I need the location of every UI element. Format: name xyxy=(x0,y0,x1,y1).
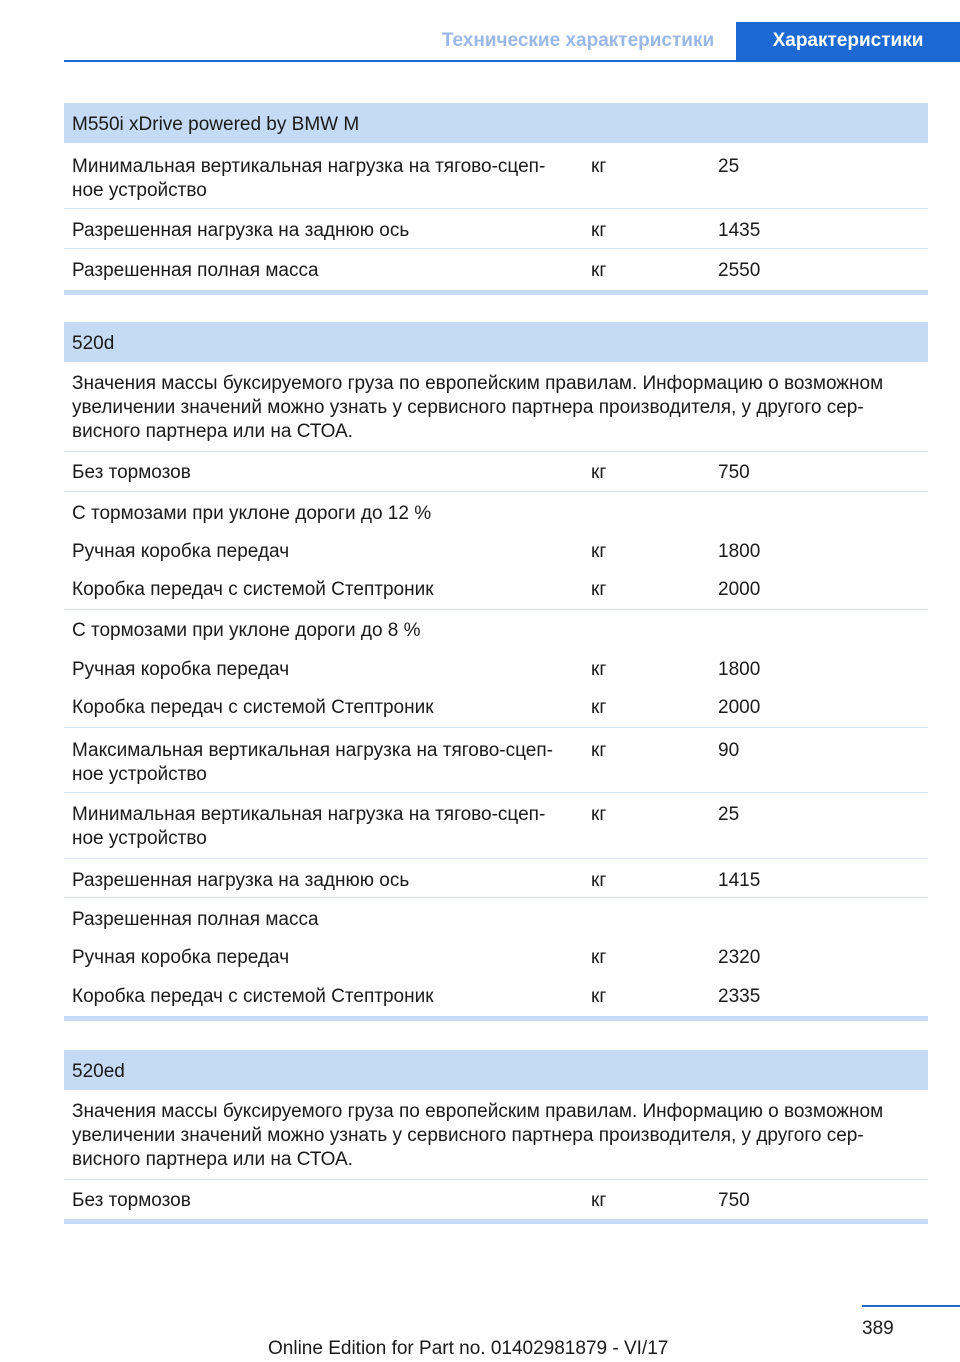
table-row xyxy=(64,249,928,290)
row-label: Ручная коробка передач xyxy=(72,541,290,562)
row-label: Минимальная вертикальная нагрузка на тягово-сцеп-ное устройство xyxy=(72,156,546,201)
row-unit: кг xyxy=(591,740,607,761)
table-note-row xyxy=(64,362,928,452)
table-subheader-row xyxy=(64,492,928,531)
table-subheader-row xyxy=(64,610,928,649)
row-value: 750 xyxy=(718,1190,750,1211)
table-title: 520d xyxy=(64,322,928,362)
spec-table-520ed xyxy=(64,1050,928,1224)
row-label: Ручная коробка передач xyxy=(72,659,290,680)
row-value: 2000 xyxy=(718,697,761,718)
table-row xyxy=(64,452,928,492)
edition-note: Online Edition for Part no. 01402981879 - VI/17 xyxy=(268,1338,669,1359)
row-label: С тормозами при уклоне дороги до 12 % xyxy=(72,503,432,524)
table-bottom-rule xyxy=(64,1016,928,1021)
row-value: 2550 xyxy=(718,260,761,281)
row-label: Без тормозов xyxy=(72,462,191,483)
header-rule xyxy=(64,60,960,62)
row-label: Разрешенная полная масса xyxy=(72,260,319,281)
row-unit: кг xyxy=(591,579,607,600)
row-label: Ручная коробка передач xyxy=(72,947,290,968)
table-row xyxy=(64,143,928,209)
row-unit: кг xyxy=(591,260,607,281)
table-row xyxy=(64,209,928,249)
row-value: 1435 xyxy=(718,220,761,241)
row-label: Разрешенная нагрузка на заднюю ось xyxy=(72,870,410,891)
row-value: 25 xyxy=(718,156,740,177)
table-note-row xyxy=(64,1090,928,1180)
table-row xyxy=(64,531,928,570)
page-number: 389 xyxy=(862,1318,894,1339)
row-value: 750 xyxy=(718,462,750,483)
table-row xyxy=(64,937,928,976)
row-value: 2335 xyxy=(718,986,761,1007)
row-unit: кг xyxy=(591,947,607,968)
row-value: 2000 xyxy=(718,579,761,600)
table-bottom-rule xyxy=(64,290,928,295)
row-unit: кг xyxy=(591,462,607,483)
row-label: Коробка передач с системой Стептроник xyxy=(72,579,434,600)
row-unit: кг xyxy=(591,804,607,825)
row-label: Без тормозов xyxy=(72,1190,191,1211)
row-unit: кг xyxy=(591,541,607,562)
header-chapter-tab: Характеристики xyxy=(736,22,960,60)
header-section-title: Технические характеристики xyxy=(441,30,715,51)
row-value: 25 xyxy=(718,804,740,825)
table-title: 520ed xyxy=(64,1050,928,1090)
table-row xyxy=(64,688,928,728)
row-unit: кг xyxy=(591,156,607,177)
table-row xyxy=(64,1180,928,1219)
row-label: Разрешенная полная масса xyxy=(72,909,319,930)
row-unit: кг xyxy=(591,220,607,241)
table-row xyxy=(64,859,928,898)
table-note: Значения массы буксируемого груза по европейским правилам. Информацию о возможном увеличении значений можно узнать у сервисного партнера производителя, у другого сер-висного партнера или на СТОА. xyxy=(72,373,884,442)
spec-table-m550i xyxy=(64,103,928,295)
row-value: 1800 xyxy=(718,541,761,562)
row-unit: кг xyxy=(591,659,607,680)
row-unit: кг xyxy=(591,986,607,1007)
table-row xyxy=(64,793,928,859)
row-label: С тормозами при уклоне дороги до 8 % xyxy=(72,620,421,641)
table-row xyxy=(64,976,928,1016)
row-value: 90 xyxy=(718,740,740,761)
table-row xyxy=(64,570,928,610)
row-label: Разрешенная нагрузка на заднюю ось xyxy=(72,220,410,241)
row-unit: кг xyxy=(591,870,607,891)
row-label: Коробка передач с системой Стептроник xyxy=(72,986,434,1007)
table-bottom-rule xyxy=(64,1219,928,1224)
row-value: 2320 xyxy=(718,947,761,968)
row-value: 1415 xyxy=(718,870,761,891)
row-unit: кг xyxy=(591,1190,607,1211)
row-value: 1800 xyxy=(718,659,761,680)
footer-rule xyxy=(862,1305,960,1307)
table-subheader-row xyxy=(64,898,928,937)
page-header xyxy=(0,0,960,62)
table-note: Значения массы буксируемого груза по европейским правилам. Информацию о возможном увеличении значений можно узнать у сервисного партнера производителя, у другого сер-висного партнера или на СТОА. xyxy=(72,1101,884,1170)
spec-table-520d xyxy=(64,322,928,1021)
row-unit: кг xyxy=(591,697,607,718)
table-row xyxy=(64,649,928,688)
table-row xyxy=(64,728,928,793)
row-label: Коробка передач с системой Стептроник xyxy=(72,697,434,718)
row-label: Минимальная вертикальная нагрузка на тягово-сцеп-ное устройство xyxy=(72,804,546,849)
table-title: M550i xDrive powered by BMW M xyxy=(64,103,928,143)
row-label: Максимальная вертикальная нагрузка на тягово-сцеп-ное устройство xyxy=(72,740,553,785)
